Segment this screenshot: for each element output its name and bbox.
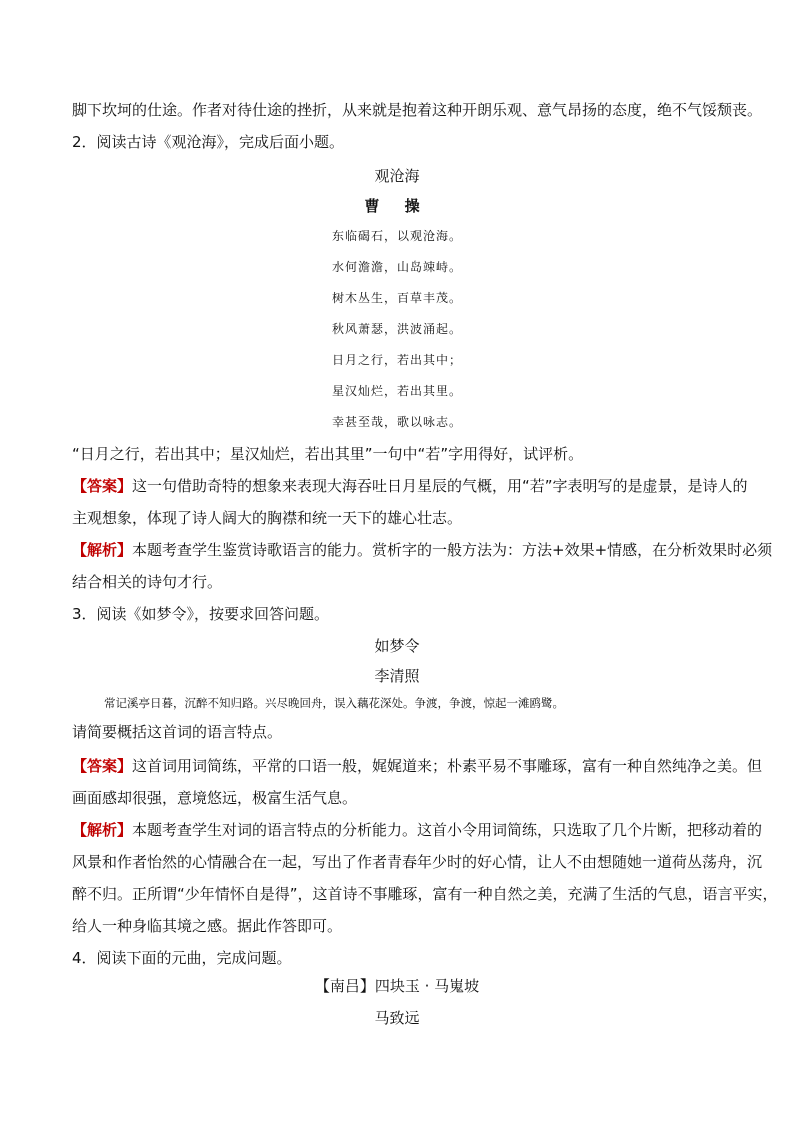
q3-analysis-text-3: 醉不归。正所谓“少年情怀自是得”，这首诗不事雕琢，富有一种自然之美，充满了生活的气息，语言平实， xyxy=(72,885,778,903)
q2-poem-line: 秋风萧瑟，洪波涌起。 xyxy=(331,322,462,336)
q2-poem-line: 水何澹澹，山岛竦峙。 xyxy=(331,260,462,274)
answer-tag: 【答案】 xyxy=(72,757,133,775)
analysis-tag: 【解析】 xyxy=(72,821,133,839)
q2-analysis-text-1: 本题考查学生鉴赏诗歌语言的能力。赏析字的一般方法为：方法+效果+情感，在分析效果时必须 xyxy=(132,541,773,559)
q3-analysis-text-4: 给人一种身临其境之感。据此作答即可。 xyxy=(72,917,343,935)
q3-answer-text-1: 这首词用词简练，平常的口语一般，娓娓道来；朴素平易不事雕琢，富有一种自然纯净之美。但 xyxy=(132,757,763,775)
q2-poem-line: 东临碣石，以观沧海。 xyxy=(331,229,462,243)
q3-ci-text: 常记溪亭日暮，沉醉不知归路。兴尽晚回舟，误入藕花深处。争渡，争渡，惊起一滩鸥鹭。 xyxy=(104,696,564,710)
q2-poem-line: 树木丛生，百草丰茂。 xyxy=(331,291,462,305)
q3-poem-author: 李清照 xyxy=(374,667,420,685)
q2-poem-line: 星汉灿烂，若出其里。 xyxy=(331,384,462,398)
q2-answer xyxy=(72,476,748,496)
q2-answer-text-2: 主观想象，体现了诗人阔大的胸襟和统一天下的雄心壮志。 xyxy=(72,509,463,527)
q2-poem-line: 日月之行，若出其中； xyxy=(331,353,462,367)
q3-analysis-text-1: 本题考查学生对词的语言特点的分析能力。这首小令用词简练，只选取了几个片断，把移动着的 xyxy=(132,821,763,839)
q2-poem-line: 幸甚至哉，歌以咏志。 xyxy=(331,415,462,429)
q3-answer-text-2: 画面感却很强，意境悠远，极富生活气息。 xyxy=(72,789,358,807)
q2-prompt: 2．阅读古诗《观沧海》，完成后面小题。 xyxy=(72,133,345,151)
answer-tag: 【答案】 xyxy=(72,477,133,495)
q2-question: “日月之行，若出其中；星汉灿烂，若出其里”一句中“若”字用得好，试评析。 xyxy=(72,445,584,463)
q4-author: 马致远 xyxy=(374,1009,420,1027)
q2-analysis-text-2: 结合相关的诗句才行。 xyxy=(72,573,223,591)
analysis-tag: 【解析】 xyxy=(72,541,133,559)
q4-prompt: 4．阅读下面的元曲，完成问题。 xyxy=(72,949,292,967)
q3-prompt: 3．阅读《如梦令》，按要求回答问题。 xyxy=(72,605,330,623)
q3-analysis xyxy=(72,820,763,840)
q3-poem-title: 如梦令 xyxy=(374,637,420,655)
q2-poem-title: 观沧海 xyxy=(374,167,420,185)
q2-analysis xyxy=(72,540,773,560)
q2-poem-author: 曹 操 xyxy=(364,197,430,215)
q3-answer xyxy=(72,756,763,776)
q3-analysis-text-2: 风景和作者怡然的心情融合在一起，写出了作者青春年少时的好心情，让人不由想随她一道荷丛荡舟，沉 xyxy=(72,853,763,871)
q1-answer-tail: 脚下坎坷的仕途。作者对待仕途的挫折，从来就是抱着这种开朗乐观、意气昂扬的态度，绝不气馁颓丧。 xyxy=(72,101,763,119)
q3-question: 请简要概括这首词的语言特点。 xyxy=(72,723,283,741)
q2-answer-text-1: 这一句借助奇特的想象来表现大海吞吐日月星辰的气概，用“若”字表明写的是虚景，是诗人的 xyxy=(132,477,748,495)
q4-title: 【南吕】四块玉 · 马嵬坡 xyxy=(314,977,480,995)
